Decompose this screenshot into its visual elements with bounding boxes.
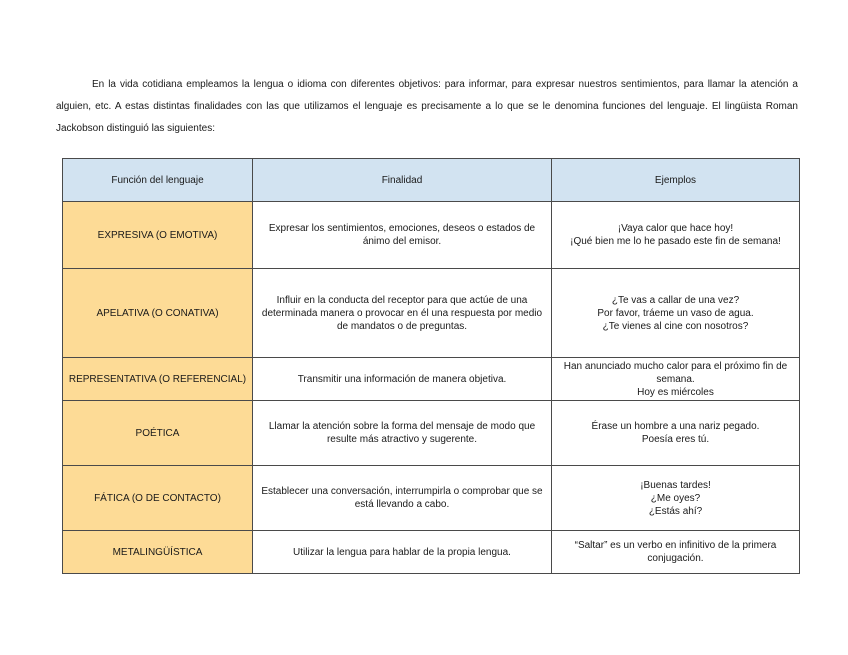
purpose-cell: Llamar la atención sobre la forma del mensaje de modo que resulte más atractivo y sugerente. (253, 401, 552, 466)
table-row (63, 358, 800, 401)
examples-cell: “Saltar” es un verbo en infinitivo de la primera conjugación. (552, 531, 800, 574)
purpose-cell: Influir en la conducta del receptor para que actúe de una determinada manera o provocar en él una respuesta por medio de mandatos o de preguntas. (253, 269, 552, 358)
examples-cell: Han anunciado mucho calor para el próximo fin de semana. Hoy es miércoles (552, 358, 800, 401)
table-row (63, 531, 800, 574)
purpose-cell: Establecer una conversación, interrumpirla o comprobar que se está llevando a cabo. (253, 466, 552, 531)
header-function: Función del lenguaje (63, 159, 253, 202)
header-purpose: Finalidad (253, 159, 552, 202)
table-row (63, 269, 800, 358)
function-cell: EXPRESIVA (O EMOTIVA) (63, 202, 253, 269)
header-examples: Ejemplos (552, 159, 800, 202)
purpose-cell: Transmitir una información de manera objetiva. (253, 358, 552, 401)
examples-cell: Érase un hombre a una nariz pegado. Poesía eres tú. (552, 401, 800, 466)
intro-paragraph: En la vida cotidiana empleamos la lengua o idioma con diferentes objetivos: para informar, para expresar nuestros sentimientos, para llamar la atención a alguien, etc. A estas distintas finalidades con las que utilizamos el lenguaje es precisamente a lo que se le denomina funciones del lenguaje. El lingüista Roman Jackobson distinguió las siguientes: (56, 79, 798, 134)
table-row (63, 466, 800, 531)
function-cell: METALINGÜÍSTICA (63, 531, 253, 574)
table-header-row (63, 159, 800, 202)
purpose-cell: Utilizar la lengua para hablar de la propia lengua. (253, 531, 552, 574)
function-cell: APELATIVA (O CONATIVA) (63, 269, 253, 358)
table-row (63, 202, 800, 269)
function-cell: FÁTICA (O DE CONTACTO) (63, 466, 253, 531)
function-cell: REPRESENTATIVA (O REFERENCIAL) (63, 358, 253, 401)
table-row (63, 401, 800, 466)
examples-cell: ¡Vaya calor que hace hoy! ¡Qué bien me lo he pasado este fin de semana! (552, 202, 800, 269)
examples-cell: ¡Buenas tardes! ¿Me oyes? ¿Estás ahí? (552, 466, 800, 531)
examples-cell: ¿Te vas a callar de una vez? Por favor, tráeme un vaso de agua. ¿Te vienes al cine con nosotros? (552, 269, 800, 358)
function-cell: POÉTICA (63, 401, 253, 466)
purpose-cell: Expresar los sentimientos, emociones, deseos o estados de ánimo del emisor. (253, 202, 552, 269)
language-functions-table (62, 158, 800, 574)
